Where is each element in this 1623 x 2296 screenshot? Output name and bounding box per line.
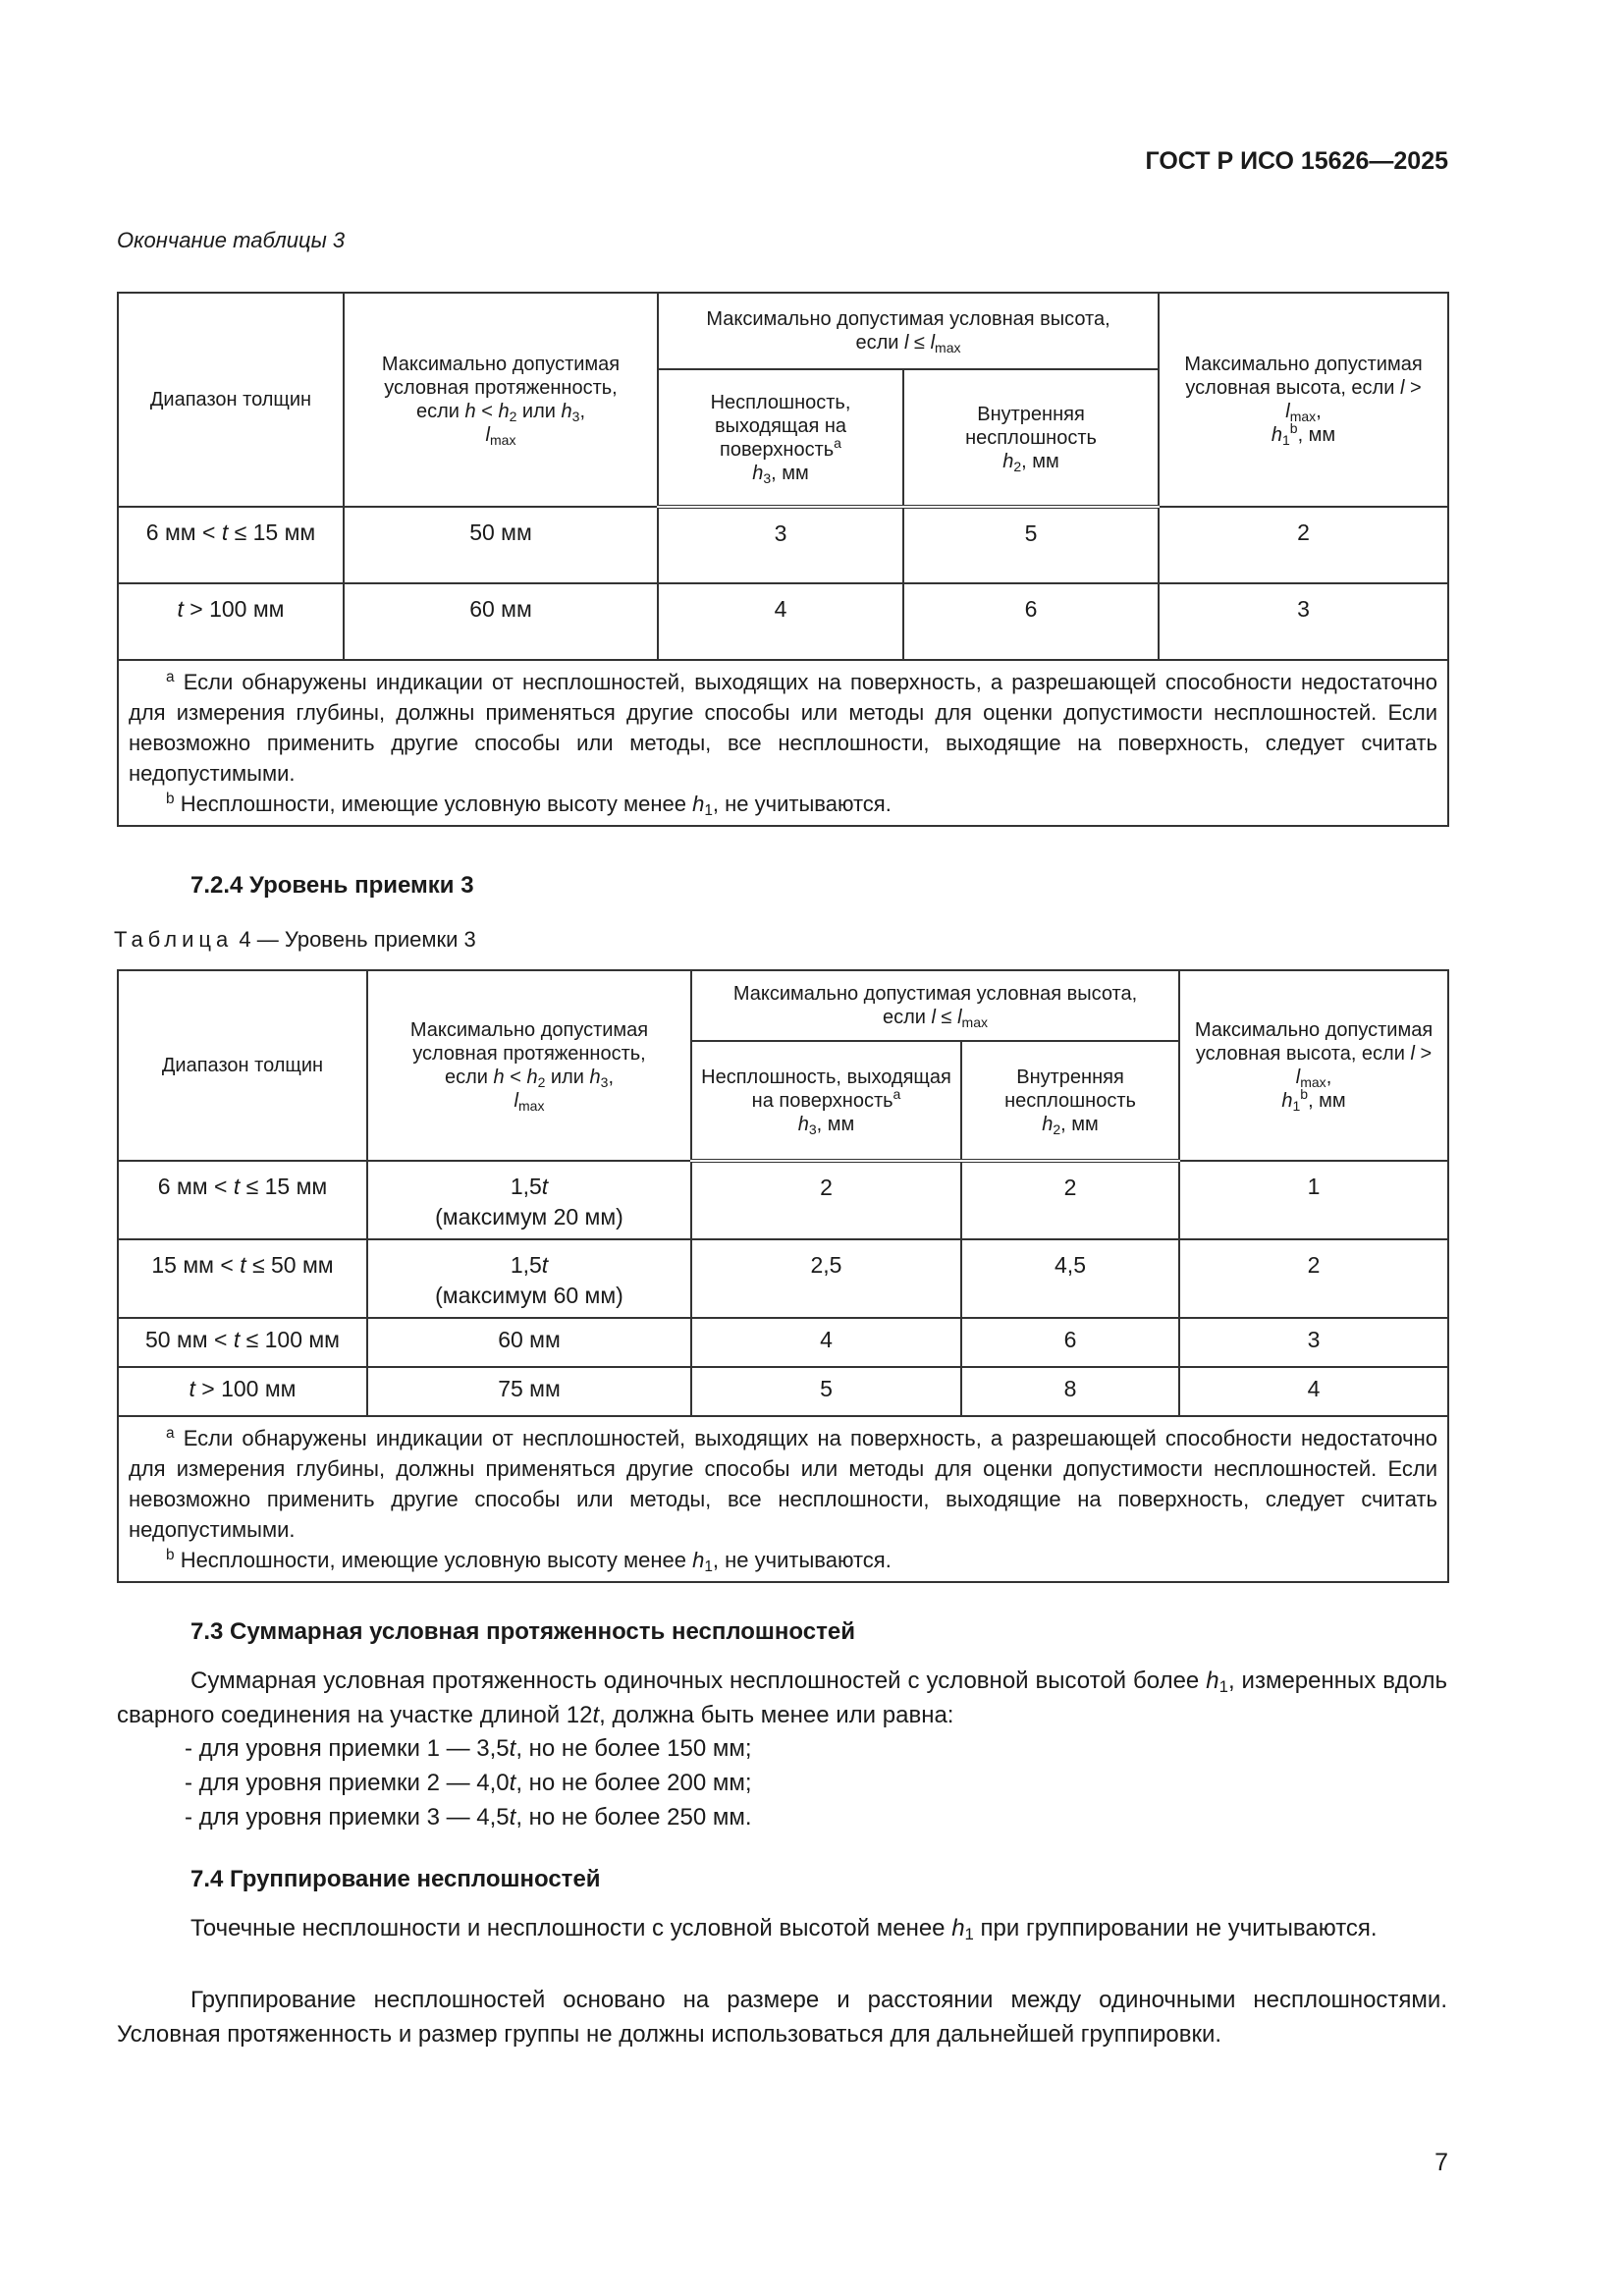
section-7-3-heading: 7.3 Суммарная условная протяженность несплошностей	[190, 1618, 855, 1645]
col-header-height-group: Максимально допустимая условная высота, если $l \le l_{max}$	[691, 970, 1179, 1041]
page-number: 7	[1434, 2149, 1448, 2176]
table-row: 50 мм < t ≤ 100 мм 60 мм 4 6 3	[118, 1318, 1448, 1367]
table-continuation-label: Окончание таблицы 3	[117, 228, 346, 252]
list-item: - для уровня приемки 2 — 4,0t, но не более 200 мм;	[185, 1770, 752, 1796]
col-header-surface: Несплошность, выходящая на поверхность$^a$ $h_3$, мм	[691, 1041, 961, 1161]
section-7-2-4-heading: 7.2.4 Уровень приемки 3	[190, 872, 474, 899]
list-item: - для уровня приемки 1 — 3,5t, но не более 150 мм;	[185, 1735, 752, 1762]
col-header-surface: Несплошность, выходящая на поверхность$^a$ $h_3$, мм	[658, 369, 903, 507]
table-row: 15 мм < t ≤ 50 мм 1,5t (максимум 60 мм) 2,5 4,5 2	[118, 1239, 1448, 1318]
col-header-length: Максимально допустимая условная протяженность, если $h < h_2$ или $h_3$, $l_{max}$	[367, 970, 691, 1161]
table-4	[117, 969, 1449, 1583]
col-header-range: Диапазон толщин	[118, 293, 344, 507]
section-7-3-paragraph: Суммарная условная протяженность одиночных несплошностей с условной высотой более $h_1$, измеренных вдоль сварного соединения на участке длиной 12t, должна быть менее или равна:	[117, 1667, 1448, 1728]
col-header-internal: Внутренняя несплошность $h_2$, мм	[961, 1041, 1179, 1161]
table-row: t > 100 мм 60 мм 4 6 3	[118, 583, 1448, 660]
table-row: 6 мм < t ≤ 15 мм 1,5t (максимум 20 мм) 2 2 1	[118, 1161, 1448, 1239]
document-header: ГОСТ Р ИСО 15626—2025	[1145, 147, 1448, 175]
section-7-4-heading: 7.4 Группирование несплошностей	[190, 1866, 601, 1892]
table-row: 6 мм < t ≤ 15 мм 50 мм 3 5 2	[118, 507, 1448, 583]
list-item: - для уровня приемки 3 — 4,5t, но не более 250 мм.	[185, 1804, 752, 1831]
section-7-4-paragraph-1: Точечные несплошности и несплошности с условной высотой менее $h_1$ при группировании не учитываются.	[190, 1915, 1378, 1943]
table-3	[117, 292, 1449, 827]
section-7-4-paragraph-2: Группирование несплошностей основано на размере и расстоянии между одиночными несплошностями. Условная протяженность и размер группы не должны использоваться для дальнейшей группировки.	[117, 1987, 1447, 2048]
table-row: t > 100 мм 75 мм 5 8 4	[118, 1367, 1448, 1416]
col-header-range: Диапазон толщин	[118, 970, 367, 1161]
col-header-internal: Внутренняя несплошность $h_2$, мм	[903, 369, 1159, 507]
table-footnotes: $^a$ Если обнаружены индикации от несплошностей, выходящих на поверхность, а разрешающей способности недостаточно для измерения глубины, должны применяться другие способы или методы для оценки допустимости несплошностей. Если невозможно применить другие способы или методы, все несплошности, выходящие на поверхность, следует считать недопустимыми. $^b$ Несплошности, имеющие условную высоту менее $h_1$, не учитываются.	[118, 1416, 1448, 1582]
table-4-caption: Таблица 4 — Уровень приемки 3	[114, 927, 476, 952]
col-header-max-height: Максимально допустимая условная высота, если $l > l_{max}$, $h_1^b$, мм	[1179, 970, 1448, 1161]
col-header-length: Максимально допустимая условная протяженность, если $h < h_2$ или $h_3$, $l_{max}$	[344, 293, 658, 507]
table-footnotes: $^a$ Если обнаружены индикации от несплошностей, выходящих на поверхность, а разрешающей способности недостаточно для измерения глубины, должны применяться другие способы или методы для оценки допустимости несплошностей. Если невозможно применить другие способы или методы, все несплошности, выходящие на поверхность, следует считать недопустимыми. $^b$ Несплошности, имеющие условную высоту менее $h_1$, не учитываются.	[118, 660, 1448, 826]
col-header-height-group: Максимально допустимая условная высота, если $l \le l_{max}$	[658, 293, 1159, 369]
col-header-max-height: Максимально допустимая условная высота, если $l > l_{max}$, $h_1^b$, мм	[1159, 293, 1448, 507]
